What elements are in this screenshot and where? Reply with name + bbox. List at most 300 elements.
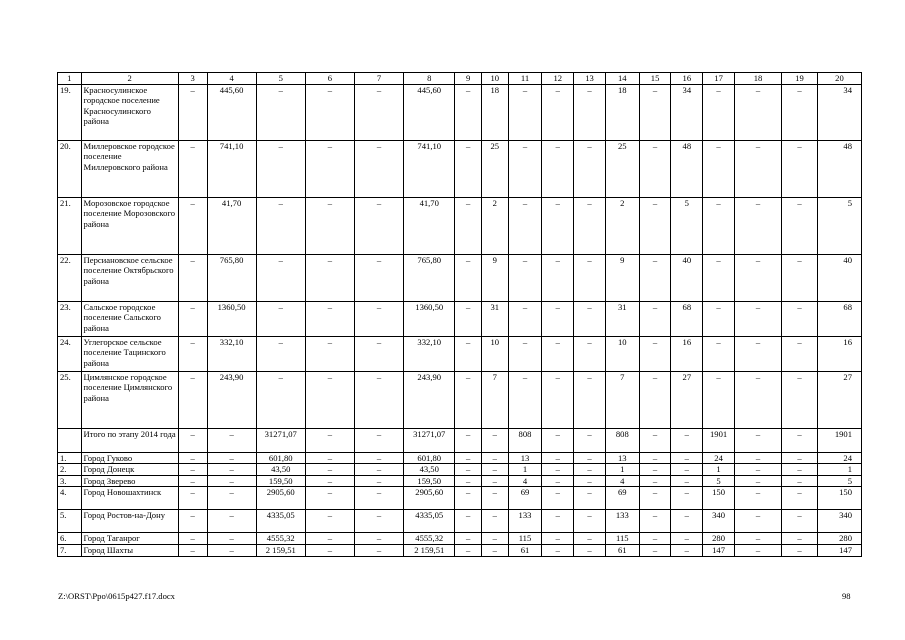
- table-cell: 1.: [58, 452, 82, 464]
- table-cell: –: [671, 510, 703, 533]
- table-cell: –: [703, 371, 735, 428]
- table-cell: –: [639, 371, 671, 428]
- table-cell: 34: [671, 84, 703, 140]
- table-cell: –: [354, 464, 403, 476]
- table-cell: –: [354, 371, 403, 428]
- table-cell: 43,50: [256, 464, 305, 476]
- table-cell: 2 159,51: [256, 544, 305, 556]
- table-cell: 68: [671, 301, 703, 336]
- table-cell: –: [207, 475, 256, 487]
- table-cell: 9: [605, 254, 639, 301]
- table-cell: 31: [481, 301, 508, 336]
- table-cell: 159,50: [404, 475, 455, 487]
- table-cell: 9: [481, 254, 508, 301]
- column-number-cell: 16: [671, 73, 703, 85]
- table-cell: –: [639, 254, 671, 301]
- table-row: [58, 428, 862, 452]
- table-cell: –: [178, 464, 207, 476]
- table-cell: –: [354, 533, 403, 545]
- data-table: [57, 72, 862, 557]
- column-number-cell: 5: [256, 73, 305, 85]
- table-cell: –: [703, 254, 735, 301]
- table-cell: 5: [817, 197, 861, 254]
- table-cell: –: [639, 197, 671, 254]
- table-cell: –: [256, 336, 305, 371]
- table-cell: 6.: [58, 533, 82, 545]
- table-cell: 4.: [58, 487, 82, 510]
- table-cell: 150: [817, 487, 861, 510]
- table-cell: –: [542, 254, 574, 301]
- table-cell: –: [639, 336, 671, 371]
- table-cell: 1: [817, 464, 861, 476]
- column-number-cell: 4: [207, 73, 256, 85]
- name-cell: Сальское городское поселение Сальского района: [81, 301, 178, 336]
- table-cell: –: [305, 475, 354, 487]
- table-cell: –: [703, 197, 735, 254]
- table-cell: –: [178, 301, 207, 336]
- name-cell: Город Новошахтинск: [81, 487, 178, 510]
- table-cell: –: [782, 487, 818, 510]
- table-row: [58, 544, 862, 556]
- table-cell: 445,60: [404, 84, 455, 140]
- table-cell: –: [574, 371, 606, 428]
- table-cell: 115: [508, 533, 542, 545]
- table-cell: 27: [817, 371, 861, 428]
- table-cell: –: [481, 475, 508, 487]
- table-cell: –: [508, 84, 542, 140]
- column-number-cell: 6: [305, 73, 354, 85]
- column-number-cell: 7: [354, 73, 403, 85]
- table-cell: –: [782, 84, 818, 140]
- table-cell: 31: [605, 301, 639, 336]
- table-cell: –: [734, 336, 781, 371]
- table-cell: 31271,07: [404, 428, 455, 452]
- document-path: Z:\ORST\Ppo\0615p427.f17.docx: [58, 591, 175, 601]
- table-row: [58, 510, 862, 533]
- table-cell: 1360,50: [404, 301, 455, 336]
- table-cell: –: [734, 84, 781, 140]
- table-cell: –: [178, 140, 207, 197]
- table-cell: 1901: [703, 428, 735, 452]
- column-number-cell: 20: [817, 73, 861, 85]
- table-cell: 16: [671, 336, 703, 371]
- table-row: [58, 464, 862, 476]
- table-cell: –: [574, 84, 606, 140]
- table-cell: –: [782, 544, 818, 556]
- table-cell: –: [734, 254, 781, 301]
- table-cell: –: [542, 428, 574, 452]
- table-cell: 16: [817, 336, 861, 371]
- table-cell: 1: [605, 464, 639, 476]
- table-cell: –: [734, 301, 781, 336]
- table-cell: –: [782, 464, 818, 476]
- table-cell: 243,90: [207, 371, 256, 428]
- table-cell: –: [481, 487, 508, 510]
- table-cell: –: [639, 475, 671, 487]
- table-cell: 808: [508, 428, 542, 452]
- table-cell: 332,10: [404, 336, 455, 371]
- table-cell: –: [574, 336, 606, 371]
- name-cell: Город Гуково: [81, 452, 178, 464]
- table-cell: 3.: [58, 475, 82, 487]
- table-cell: –: [305, 254, 354, 301]
- table-cell: 13: [508, 452, 542, 464]
- table-cell: 40: [817, 254, 861, 301]
- table-cell: –: [481, 452, 508, 464]
- table-cell: 741,10: [404, 140, 455, 197]
- table-cell: –: [305, 301, 354, 336]
- table-cell: –: [734, 371, 781, 428]
- table-cell: 332,10: [207, 336, 256, 371]
- table-cell: 7: [481, 371, 508, 428]
- table-cell: 69: [605, 487, 639, 510]
- table-cell: –: [256, 84, 305, 140]
- column-number-cell: 12: [542, 73, 574, 85]
- table-cell: 4335,05: [404, 510, 455, 533]
- table-cell: –: [734, 464, 781, 476]
- table-cell: –: [574, 544, 606, 556]
- table-cell: 2: [605, 197, 639, 254]
- table-cell: 25.: [58, 371, 82, 428]
- table-cell: 69: [508, 487, 542, 510]
- table-cell: –: [455, 544, 482, 556]
- table-cell: 19.: [58, 84, 82, 140]
- table-cell: –: [542, 336, 574, 371]
- table-cell: 31271,07: [256, 428, 305, 452]
- name-cell: Персиановское сельское поселение Октябрьского района: [81, 254, 178, 301]
- table-cell: 5: [817, 475, 861, 487]
- table-cell: 18: [481, 84, 508, 140]
- table-cell: 2905,60: [256, 487, 305, 510]
- table-cell: –: [455, 84, 482, 140]
- table-cell: 808: [605, 428, 639, 452]
- table-cell: –: [639, 544, 671, 556]
- table-cell: –: [354, 544, 403, 556]
- table-cell: –: [256, 254, 305, 301]
- table-cell: –: [481, 464, 508, 476]
- table-cell: 61: [508, 544, 542, 556]
- table-cell: 741,10: [207, 140, 256, 197]
- table-cell: 4: [508, 475, 542, 487]
- table-cell: –: [207, 452, 256, 464]
- column-number-cell: 1: [58, 73, 82, 85]
- table-row: [58, 140, 862, 197]
- column-number-cell: 8: [404, 73, 455, 85]
- column-number-cell: 11: [508, 73, 542, 85]
- table-cell: 24: [703, 452, 735, 464]
- table-cell: –: [574, 464, 606, 476]
- table-cell: –: [207, 464, 256, 476]
- table-cell: –: [639, 84, 671, 140]
- table-cell: –: [354, 336, 403, 371]
- table-cell: –: [455, 140, 482, 197]
- table-cell: –: [508, 254, 542, 301]
- table-cell: –: [542, 84, 574, 140]
- table-header-row: [58, 73, 862, 85]
- table-cell: –: [782, 452, 818, 464]
- table-cell: –: [455, 475, 482, 487]
- table-cell: –: [481, 510, 508, 533]
- table-cell: –: [782, 336, 818, 371]
- table-cell: –: [305, 140, 354, 197]
- table-cell: –: [542, 197, 574, 254]
- column-number-cell: 9: [455, 73, 482, 85]
- table-cell: –: [455, 533, 482, 545]
- table-cell: 7.: [58, 544, 82, 556]
- table-cell: 280: [817, 533, 861, 545]
- table-cell: –: [734, 533, 781, 545]
- table-cell: 243,90: [404, 371, 455, 428]
- table-cell: 2: [481, 197, 508, 254]
- table-cell: –: [574, 487, 606, 510]
- table-cell: –: [703, 84, 735, 140]
- table-cell: –: [207, 533, 256, 545]
- table-cell: –: [178, 487, 207, 510]
- table-cell: –: [508, 301, 542, 336]
- table-row: [58, 475, 862, 487]
- table-cell: –: [256, 197, 305, 254]
- table-cell: 43,50: [404, 464, 455, 476]
- table-cell: –: [305, 510, 354, 533]
- table-cell: 10: [605, 336, 639, 371]
- table-cell: 34: [817, 84, 861, 140]
- table-cell: 159,50: [256, 475, 305, 487]
- table-cell: –: [178, 533, 207, 545]
- name-cell: Город Донецк: [81, 464, 178, 476]
- table-cell: –: [305, 197, 354, 254]
- table-cell: –: [354, 428, 403, 452]
- table-body: [58, 73, 862, 557]
- table-cell: –: [481, 533, 508, 545]
- table-cell: –: [455, 371, 482, 428]
- table-cell: –: [542, 452, 574, 464]
- table-cell: 41,70: [207, 197, 256, 254]
- table-cell: 7: [605, 371, 639, 428]
- table-cell: 27: [671, 371, 703, 428]
- column-number-cell: 18: [734, 73, 781, 85]
- table-cell: –: [574, 140, 606, 197]
- table-cell: –: [455, 510, 482, 533]
- table-cell: –: [542, 533, 574, 545]
- table-cell: 601,80: [404, 452, 455, 464]
- table-cell: –: [305, 464, 354, 476]
- table-cell: –: [703, 301, 735, 336]
- table-cell: –: [639, 140, 671, 197]
- table-cell: 13: [605, 452, 639, 464]
- table-cell: –: [542, 371, 574, 428]
- table-cell: –: [734, 475, 781, 487]
- table-row: [58, 487, 862, 510]
- table-cell: –: [639, 533, 671, 545]
- table-cell: –: [455, 197, 482, 254]
- column-number-cell: 2: [81, 73, 178, 85]
- name-cell: Город Таганрог: [81, 533, 178, 545]
- name-cell: Город Зверево: [81, 475, 178, 487]
- table-cell: –: [671, 452, 703, 464]
- table-cell: 4335,05: [256, 510, 305, 533]
- table-cell: –: [354, 452, 403, 464]
- table-cell: –: [178, 197, 207, 254]
- name-cell: Цимлянское городское поселение Цимлянского района: [81, 371, 178, 428]
- table-cell: –: [354, 487, 403, 510]
- table-cell: –: [305, 487, 354, 510]
- table-cell: –: [734, 510, 781, 533]
- table-cell: –: [455, 254, 482, 301]
- table-cell: –: [734, 140, 781, 197]
- table-cell: –: [178, 544, 207, 556]
- table-cell: –: [574, 510, 606, 533]
- table-row: [58, 84, 862, 140]
- table-cell: 445,60: [207, 84, 256, 140]
- table-cell: 1: [508, 464, 542, 476]
- table-cell: –: [782, 301, 818, 336]
- table-cell: –: [305, 84, 354, 140]
- table-cell: –: [639, 464, 671, 476]
- table-cell: 601,80: [256, 452, 305, 464]
- table-cell: –: [574, 475, 606, 487]
- table-cell: –: [207, 510, 256, 533]
- table-cell: 340: [817, 510, 861, 533]
- table-cell: –: [207, 487, 256, 510]
- table-cell: –: [671, 428, 703, 452]
- table-cell: –: [305, 533, 354, 545]
- table-cell: –: [305, 336, 354, 371]
- table-cell: –: [455, 428, 482, 452]
- table-cell: 147: [703, 544, 735, 556]
- table-cell: –: [354, 84, 403, 140]
- table-cell: –: [178, 510, 207, 533]
- table-cell: 61: [605, 544, 639, 556]
- table-cell: 2905,60: [404, 487, 455, 510]
- table-cell: 48: [671, 140, 703, 197]
- column-number-cell: 3: [178, 73, 207, 85]
- table-cell: –: [734, 197, 781, 254]
- table-cell: –: [305, 452, 354, 464]
- table-cell: –: [508, 197, 542, 254]
- table-cell: 48: [817, 140, 861, 197]
- table-cell: –: [305, 428, 354, 452]
- table-cell: –: [481, 428, 508, 452]
- table-cell: –: [671, 544, 703, 556]
- table-cell: 133: [508, 510, 542, 533]
- table-cell: –: [305, 544, 354, 556]
- table-cell: –: [574, 301, 606, 336]
- table-cell: –: [178, 254, 207, 301]
- table-cell: –: [354, 301, 403, 336]
- table-row: [58, 197, 862, 254]
- table-cell: –: [542, 510, 574, 533]
- name-cell: Итого по этапу 2014 года: [81, 428, 178, 452]
- table-cell: –: [782, 140, 818, 197]
- table-cell: –: [734, 487, 781, 510]
- table-cell: 25: [481, 140, 508, 197]
- table-cell: –: [256, 371, 305, 428]
- table-cell: –: [734, 452, 781, 464]
- table-cell: 147: [817, 544, 861, 556]
- table-cell: 24.: [58, 336, 82, 371]
- table-cell: –: [207, 428, 256, 452]
- table-row: [58, 533, 862, 545]
- table-cell: –: [256, 301, 305, 336]
- table-cell: 40: [671, 254, 703, 301]
- table-cell: [58, 428, 82, 452]
- table-cell: 24: [817, 452, 861, 464]
- table-cell: –: [508, 371, 542, 428]
- table-cell: 150: [703, 487, 735, 510]
- column-number-cell: 13: [574, 73, 606, 85]
- table-cell: 765,80: [404, 254, 455, 301]
- table-cell: 4555,32: [256, 533, 305, 545]
- table-cell: –: [703, 336, 735, 371]
- table-cell: –: [178, 475, 207, 487]
- table-cell: –: [542, 544, 574, 556]
- table-cell: –: [508, 140, 542, 197]
- table-cell: –: [782, 197, 818, 254]
- table-cell: –: [639, 428, 671, 452]
- name-cell: Город Шахты: [81, 544, 178, 556]
- table-cell: 340: [703, 510, 735, 533]
- name-cell: Морозовское городское поселение Морозовского района: [81, 197, 178, 254]
- table-cell: –: [639, 487, 671, 510]
- table-cell: –: [542, 487, 574, 510]
- table-cell: –: [207, 544, 256, 556]
- table-cell: –: [574, 254, 606, 301]
- name-cell: Миллеровское городское поселение Миллеровского района: [81, 140, 178, 197]
- table-cell: –: [354, 475, 403, 487]
- table-cell: 5.: [58, 510, 82, 533]
- table-cell: –: [354, 510, 403, 533]
- table-cell: –: [574, 428, 606, 452]
- table-cell: –: [639, 452, 671, 464]
- table-cell: –: [782, 533, 818, 545]
- table-cell: 18: [605, 84, 639, 140]
- column-number-cell: 15: [639, 73, 671, 85]
- table-cell: –: [455, 452, 482, 464]
- table-cell: –: [354, 197, 403, 254]
- table-cell: –: [455, 487, 482, 510]
- table-row: [58, 301, 862, 336]
- table-cell: 41,70: [404, 197, 455, 254]
- table-cell: –: [178, 452, 207, 464]
- table-cell: –: [542, 301, 574, 336]
- table-cell: –: [354, 254, 403, 301]
- name-cell: Город Ростов-на-Дону: [81, 510, 178, 533]
- table-cell: –: [508, 336, 542, 371]
- table-cell: –: [481, 544, 508, 556]
- table-cell: 1901: [817, 428, 861, 452]
- column-number-cell: 14: [605, 73, 639, 85]
- table-cell: –: [782, 371, 818, 428]
- table-cell: –: [639, 510, 671, 533]
- table-cell: –: [542, 464, 574, 476]
- table-cell: –: [574, 452, 606, 464]
- table-cell: –: [455, 464, 482, 476]
- table-cell: 280: [703, 533, 735, 545]
- table-row: [58, 452, 862, 464]
- table-cell: –: [782, 475, 818, 487]
- table-cell: –: [542, 475, 574, 487]
- table-cell: –: [671, 475, 703, 487]
- table-cell: –: [782, 510, 818, 533]
- table-cell: –: [178, 84, 207, 140]
- table-cell: –: [178, 371, 207, 428]
- table-cell: –: [734, 428, 781, 452]
- table-cell: 133: [605, 510, 639, 533]
- table-row: [58, 254, 862, 301]
- table-cell: 2.: [58, 464, 82, 476]
- name-cell: Красносулинское городское поселение Красносулинского района: [81, 84, 178, 140]
- table-cell: 25: [605, 140, 639, 197]
